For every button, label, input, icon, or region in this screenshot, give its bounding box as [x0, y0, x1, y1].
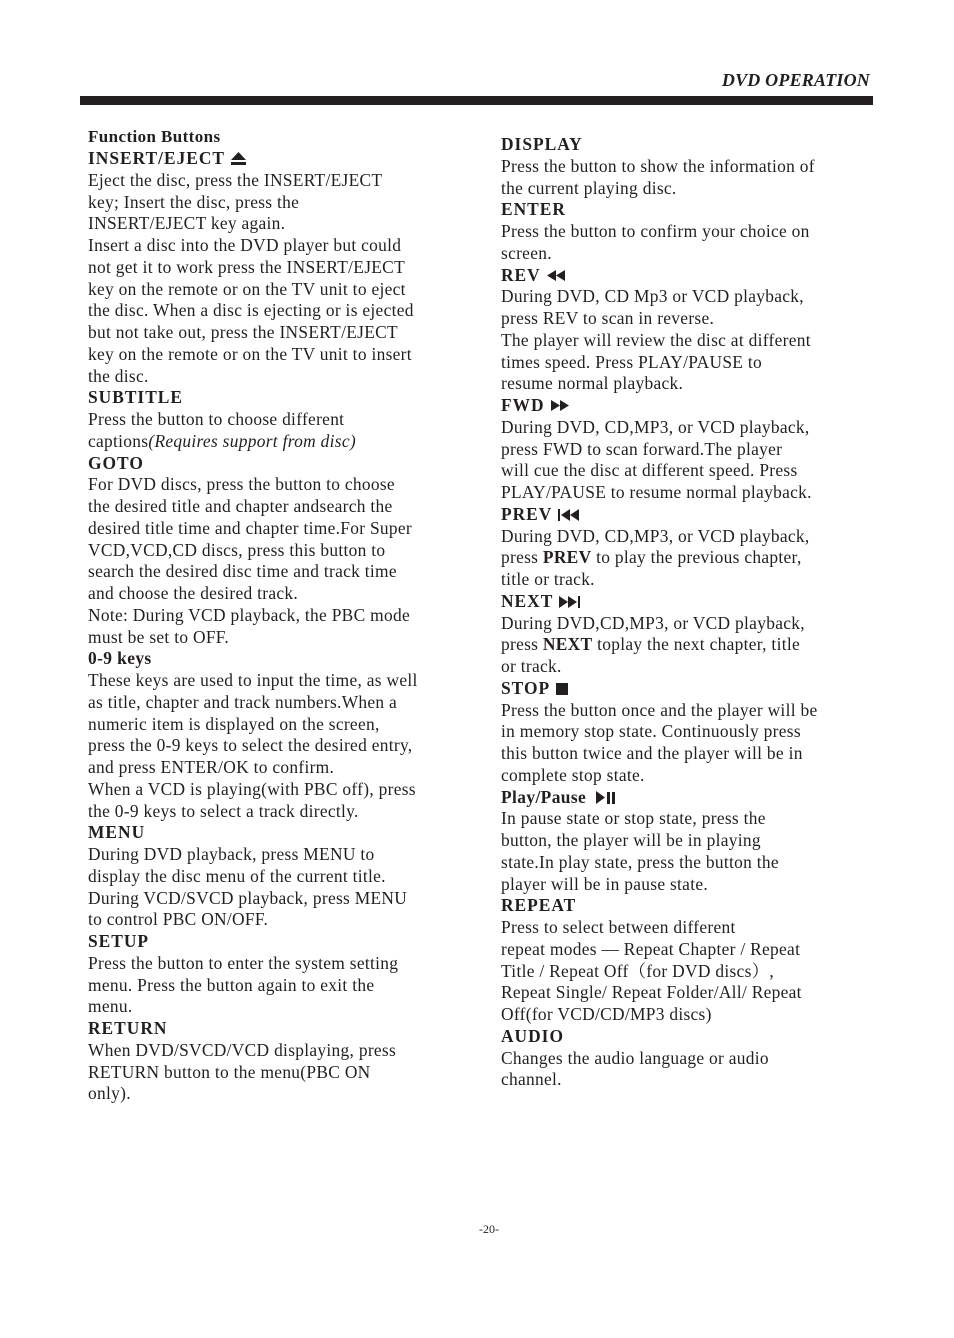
audio-heading: AUDIO	[501, 1025, 564, 1046]
menu-line: display the disc menu of the current title.	[88, 865, 386, 886]
goto-line: the desired title and chapter andsearch the	[88, 496, 393, 516]
menu-line: During DVD playback, press MENU to	[88, 844, 375, 864]
setup-heading: SETUP	[88, 931, 150, 951]
subtitle-line: Press the button to choose different	[88, 409, 345, 429]
prev-section	[501, 504, 879, 591]
play-pause-icon	[596, 791, 616, 804]
menu-heading: MENU	[88, 822, 146, 843]
rev-section	[501, 265, 879, 396]
fwd-line: will cue the disc at different speed. Press	[501, 460, 798, 481]
skip-previous-icon	[558, 509, 580, 521]
next-title: NEXT	[501, 590, 554, 611]
insert-eject-section	[88, 148, 480, 387]
prev-line-prefix: press	[501, 547, 543, 568]
repeat-line: Off(for VCD/CD/MP3 discs)	[501, 1004, 712, 1024]
page-number: -20-	[479, 1222, 499, 1236]
rev-line: times speed. Press PLAY/PAUSE to	[501, 351, 762, 372]
repeat-section	[501, 895, 879, 1026]
goto-line: For DVD discs, press the button to choose	[88, 474, 395, 495]
goto-line: must be set to OFF.	[88, 626, 230, 647]
prev-keyword: PREV	[542, 547, 592, 568]
keys09-line: When a VCD is playing(with PBC off), press	[88, 778, 416, 799]
audio-line: Changes the audio language or audio	[501, 1047, 769, 1068]
return-heading: RETURN	[88, 1018, 168, 1038]
play-pause-line: button, the player will be in playing	[501, 830, 761, 850]
repeat-line: repeat modes — Repeat Chapter / Repeat	[501, 938, 801, 959]
next-line	[501, 634, 879, 656]
keys09-line: press the 0-9 keys to select the desired entry,	[88, 735, 413, 756]
stop-section	[501, 678, 879, 787]
display-heading: DISPLAY	[501, 134, 583, 154]
rev-line: press REV to scan in reverse.	[501, 308, 715, 328]
function-buttons-title: Function Buttons	[88, 127, 221, 146]
rev-line: During DVD, CD Mp3 or VCD playback,	[501, 286, 804, 307]
keys09-line: These keys are used to input the time, as well	[88, 670, 418, 690]
insert-eject-line: the disc. When a disc is ejecting or is ejected	[88, 300, 414, 321]
setup-section	[88, 931, 480, 1018]
next-line: During DVD,CD,MP3, or VCD playback,	[501, 612, 805, 633]
next-keyword: NEXT	[542, 634, 593, 655]
keys09-line: as title, chapter and track numbers.When a	[88, 691, 398, 712]
stop-line: complete stop state.	[501, 764, 645, 785]
rev-title: REV	[501, 264, 541, 285]
insert-eject-line: key on the remote or on the TV unit to insert	[88, 343, 412, 364]
prev-line: During DVD, CD,MP3, or VCD playback,	[501, 525, 810, 546]
keys09-line: and press ENTER/OK to confirm.	[88, 757, 335, 777]
play-pause-line: In pause state or stop state, press the	[501, 808, 766, 829]
repeat-heading: REPEAT	[501, 895, 577, 916]
return-line: When DVD/SVCD/VCD displaying, press	[88, 1039, 397, 1060]
fast-forward-icon	[551, 400, 569, 411]
setup-line: menu. Press the button again to exit the	[88, 974, 375, 995]
insert-eject-title: INSERT/EJECT	[88, 148, 226, 168]
goto-line: and choose the desired track.	[88, 583, 299, 603]
stop-line: in memory stop state. Continuously press	[501, 721, 801, 742]
right-column	[501, 134, 879, 1091]
insert-eject-line: the disc.	[88, 365, 149, 386]
play-pause-title: Play/Pause	[501, 786, 587, 807]
insert-eject-line: but not take out, press the INSERT/EJECT	[88, 322, 398, 342]
stop-line: Press the button once and the player will be	[501, 699, 818, 720]
stop-heading	[501, 678, 879, 700]
goto-line: Note: During VCD playback, the PBC mode	[88, 604, 410, 625]
insert-eject-line: not get it to work press the INSERT/EJECT	[88, 256, 406, 277]
prev-heading	[501, 504, 879, 526]
play-pause-heading	[501, 787, 879, 809]
play-pause-section	[501, 787, 879, 896]
setup-line: Press the button to enter the system setting	[88, 952, 399, 973]
next-line-prefix: press	[501, 634, 543, 655]
next-line-suffix: toplay the next chapter, title	[592, 634, 800, 655]
fwd-line: PLAY/PAUSE to resume normal playback.	[501, 482, 812, 502]
menu-line: to control PBC ON/OFF.	[88, 909, 269, 930]
fwd-title: FWD	[501, 395, 545, 415]
goto-line: VCD,VCD,CD discs, press this button to	[88, 539, 386, 560]
subtitle-captions-text: captions	[88, 430, 149, 451]
left-column	[88, 126, 480, 1105]
stop-title: STOP	[501, 677, 551, 698]
enter-heading: ENTER	[501, 199, 566, 220]
prev-line	[501, 547, 879, 569]
insert-eject-line: key on the remote or on the TV unit to eject	[88, 278, 406, 299]
repeat-line: Title / Repeat Off（for DVD discs）,	[501, 960, 774, 981]
rev-line: resume normal playback.	[501, 373, 684, 394]
menu-line: During VCD/SVCD playback, press MENU	[88, 887, 408, 908]
display-line: the current playing disc.	[501, 177, 677, 198]
insert-eject-line: key; Insert the disc, press the	[88, 191, 300, 212]
section-header-title: DVD OPERATION	[721, 70, 870, 90]
subtitle-line	[88, 431, 480, 453]
subtitle-section	[88, 387, 480, 452]
insert-eject-heading	[88, 148, 480, 170]
play-pause-line: player will be in pause state.	[501, 873, 708, 894]
prev-line: title or track.	[501, 569, 595, 589]
keys09-heading: 0-9 keys	[88, 648, 152, 669]
prev-line-suffix: to play the previous chapter,	[591, 547, 802, 568]
goto-line: desired title time and chapter time.For Super	[88, 517, 413, 538]
return-line: RETURN button to the menu(PBC ON	[88, 1061, 371, 1082]
subtitle-disc-note: (Requires support from disc)	[148, 430, 356, 451]
rev-heading	[501, 265, 879, 287]
insert-eject-line: INSERT/EJECT key again.	[88, 213, 286, 234]
return-section	[88, 1018, 480, 1105]
insert-eject-line: Insert a disc into the DVD player but could	[88, 235, 402, 255]
next-heading	[501, 591, 879, 613]
stop-icon	[556, 683, 568, 695]
subtitle-heading: SUBTITLE	[88, 387, 183, 408]
menu-section	[88, 822, 480, 931]
enter-line: Press the button to confirm your choice on	[501, 221, 810, 241]
rewind-icon	[547, 270, 565, 281]
play-pause-line: state.In play state, press the button the	[501, 851, 779, 872]
keys09-line: numeric item is displayed on the screen,	[88, 713, 380, 734]
fwd-heading	[501, 395, 879, 417]
goto-section	[88, 453, 480, 649]
display-section	[501, 134, 879, 199]
audio-section	[501, 1026, 879, 1091]
keys09-line: the 0-9 keys to select a track directly.	[88, 800, 359, 821]
goto-line: search the desired disc time and track time	[88, 561, 397, 582]
keys09-section	[88, 648, 480, 822]
repeat-line: Repeat Single/ Repeat Folder/All/ Repeat	[501, 982, 802, 1003]
next-line: or track.	[501, 656, 562, 676]
rev-line: The player will review the disc at different	[501, 329, 811, 350]
header-rule	[80, 96, 873, 105]
enter-section	[501, 199, 879, 264]
fwd-line: press FWD to scan forward.The player	[501, 438, 783, 459]
stop-line: this button twice and the player will be in	[501, 743, 803, 763]
repeat-line: Press to select between different	[501, 917, 736, 937]
setup-line: menu.	[88, 996, 133, 1017]
return-line: only).	[88, 1083, 131, 1104]
next-section	[501, 591, 879, 678]
skip-next-icon	[559, 596, 581, 608]
audio-line: channel.	[501, 1069, 562, 1090]
eject-icon	[231, 152, 246, 166]
insert-eject-line: Eject the disc, press the INSERT/EJECT	[88, 169, 383, 190]
enter-line: screen.	[501, 242, 552, 263]
goto-heading: GOTO	[88, 452, 144, 473]
fwd-section	[501, 395, 879, 504]
display-line: Press the button to show the information of	[501, 155, 815, 176]
fwd-line: During DVD, CD,MP3, or VCD playback,	[501, 416, 810, 437]
prev-title: PREV	[501, 503, 553, 524]
